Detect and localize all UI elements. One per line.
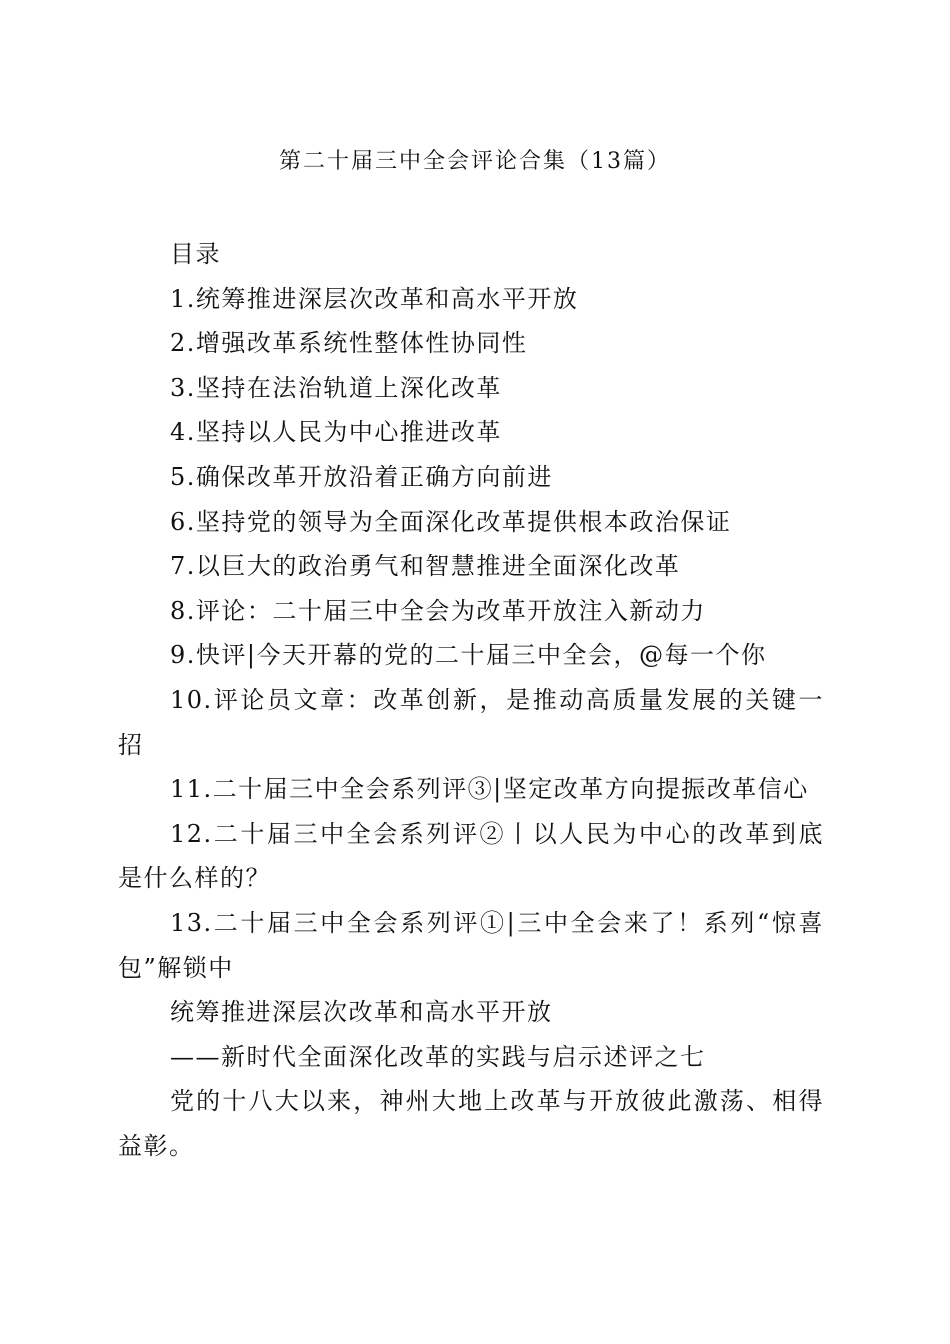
section-title: 统筹推进深层次改革和高水平开放: [170, 998, 553, 1027]
toc-item: 10.评论员文章：改革创新，是推动高质量发展的关键一招: [118, 685, 824, 759]
table-of-contents: [118, 277, 824, 991]
toc-item: 6.坚持党的领导为全面深化改革提供根本政治保证: [170, 507, 732, 536]
toc-item: 3.坚持在法治轨道上深化改革: [170, 373, 502, 402]
document-title: 第二十届三中全会评论合集（13篇）: [279, 149, 671, 174]
toc-item: 8.评论：二十届三中全会为改革开放注入新动力: [170, 596, 706, 625]
toc-heading: 目录: [170, 240, 221, 268]
toc-item: 13.二十届三中全会系列评①|三中全会来了！系列“惊喜包”解锁中: [118, 908, 824, 982]
toc-item: 9.快评|今天开幕的党的二十届三中全会，@每一个你: [170, 641, 767, 670]
toc-item: 7.以巨大的政治勇气和智慧推进全面深化改革: [170, 552, 681, 581]
section-subtitle: ——新时代全面深化改革的实践与启示述评之七: [170, 1042, 706, 1071]
toc-item: 1.统筹推进深层次改革和高水平开放: [170, 284, 579, 313]
toc-item: 11.二十届三中全会系列评③|坚定改革方向提振改革信心: [170, 775, 809, 804]
toc-item: 2.增强改革系统性整体性协同性: [170, 329, 528, 358]
toc-item: 5.确保改革开放沿着正确方向前进: [170, 462, 553, 491]
toc-item: 12.二十届三中全会系列评②丨以人民为中心的改革到底是什么样的？: [118, 819, 824, 893]
toc-item: 4.坚持以人民为中心推进改革: [170, 418, 502, 447]
body-paragraph: 党的十八大以来，神州大地上改革与开放彼此激荡、相得益彰。: [118, 1087, 824, 1160]
document-body: [118, 232, 824, 1168]
